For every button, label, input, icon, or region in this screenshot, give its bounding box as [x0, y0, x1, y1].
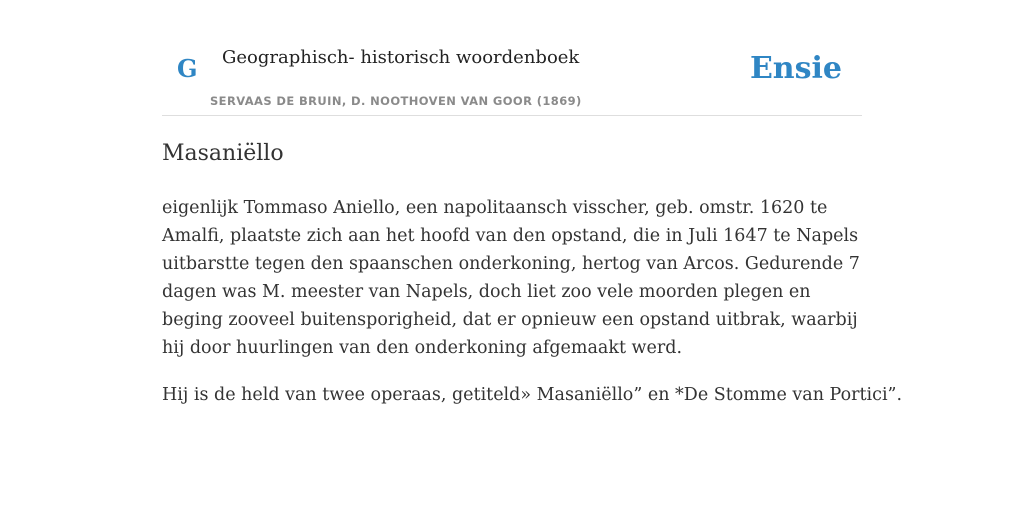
entry-paragraph-2: Hij is de held van twee operaas, getiteld» Masaniëllo” en *De Stomme van Portici”.	[162, 385, 903, 405]
entry-title: Masaniëllo	[162, 141, 284, 166]
book-author: SERVAAS DE BRUIN, D. NOOTHOVEN VAN GOOR (1869)	[210, 94, 582, 108]
book-title-link[interactable]: Geographisch- historisch woordenboek	[222, 47, 580, 68]
page	[162, 0, 903, 409]
ensie-logo[interactable]: Ensie	[749, 51, 842, 86]
entry-paragraph-1: eigenlijk Tommaso Aniello, een napolitaansch visscher, geb. omstr. 1620 te Amalfi, plaatste zich aan het hoofd van den opstand, die in Juli 1647 te Napels uitbarstte tegen den spaanschen onderkoning, hertog van Arcos. Gedurende 7 dagen was M. meester van Napels, doch liet zoo vele moorden plegen en beging zooveel buitensporigheid, dat er opnieuw een opstand uitbrak, waarbij hij door huurlingen van den onderkoning afgemaakt werd.	[162, 198, 860, 358]
header	[162, 0, 862, 116]
book-logo-letter[interactable]: G	[177, 54, 198, 83]
entry-body	[162, 194, 903, 409]
